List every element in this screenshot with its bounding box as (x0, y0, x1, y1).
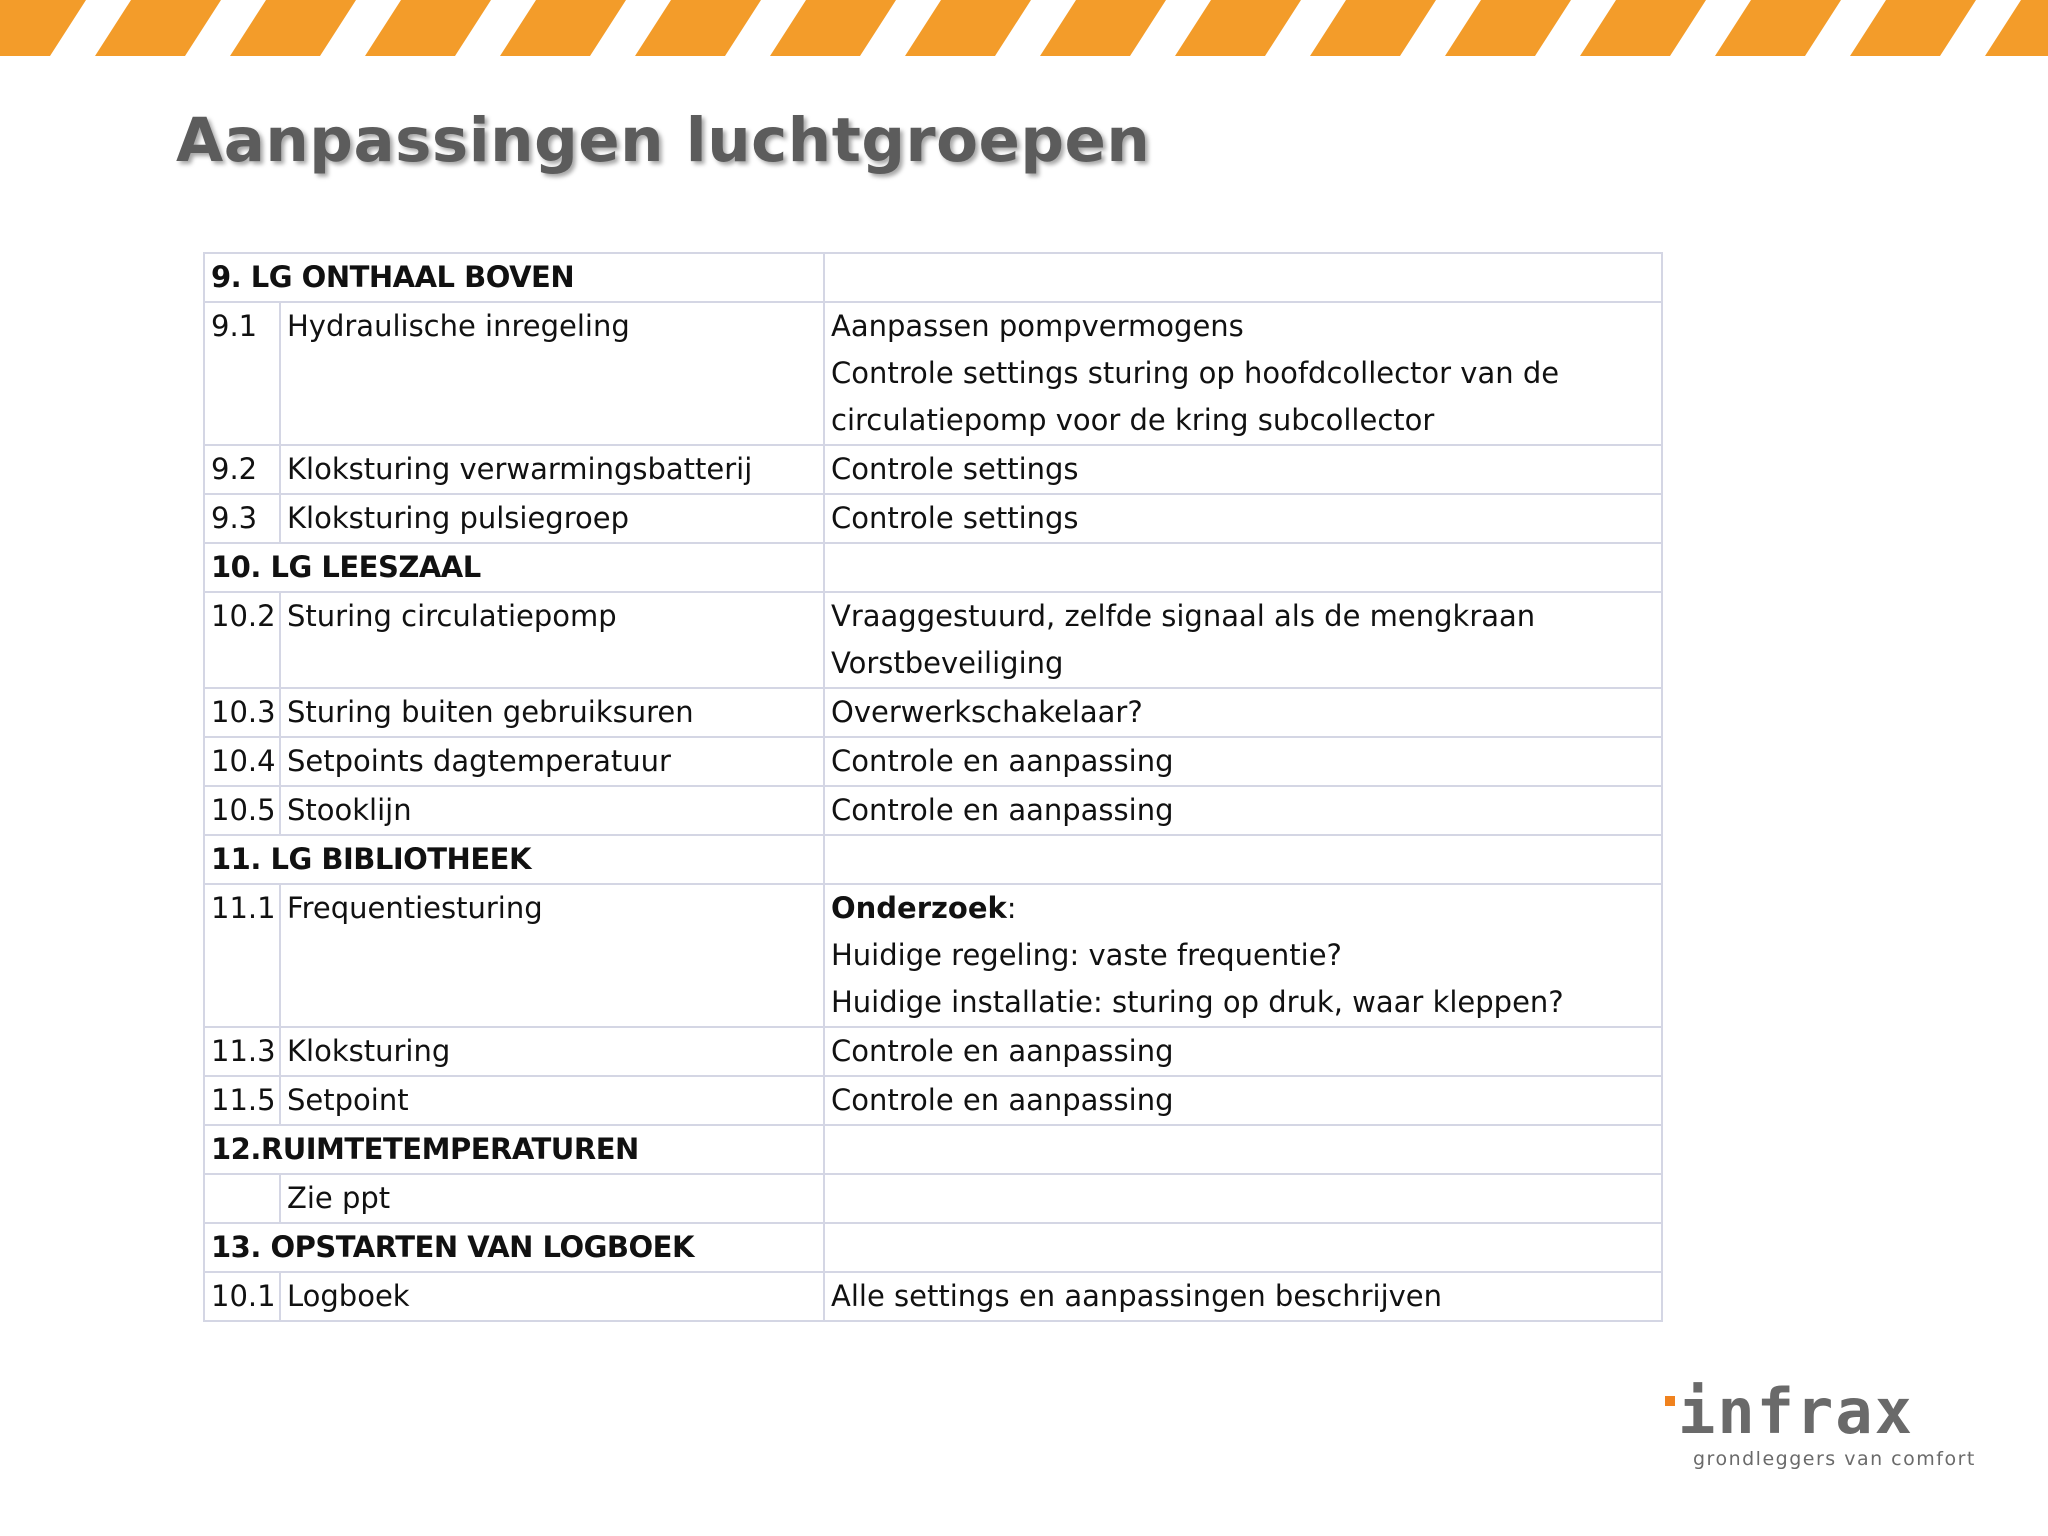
action-line: Controle en aanpassing (831, 1083, 1174, 1117)
hazard-stripe-banner (0, 0, 2048, 58)
table-row (204, 737, 1662, 786)
item-action (824, 1076, 1662, 1125)
item-action (824, 1027, 1662, 1076)
item-description: Setpoint (280, 1076, 824, 1125)
table-row (204, 688, 1662, 737)
action-line: Huidige regeling: vaste frequentie? (831, 938, 1342, 972)
action-line: Controle en aanpassing (831, 793, 1174, 827)
action-line: Vorstbeveiliging (831, 646, 1064, 680)
action-line: Controle settings (831, 501, 1079, 535)
stripe (1175, 0, 1301, 56)
item-description: Hydraulische inregeling (280, 302, 824, 445)
stripe (0, 0, 86, 56)
table-row (204, 786, 1662, 835)
action-line: Overwerkschakelaar? (831, 695, 1143, 729)
item-action (824, 445, 1662, 494)
table-row (204, 1076, 1662, 1125)
logo-wordmark: infrax (1678, 1375, 1914, 1448)
action-line (831, 885, 1655, 932)
adjustments-table (203, 252, 1663, 1322)
item-number: 10.5 (204, 786, 280, 835)
item-description: Zie ppt (280, 1174, 824, 1223)
action-emphasis: Onderzoek (831, 891, 1007, 925)
item-number: 10.1 (204, 1272, 280, 1321)
item-number: 10.2 (204, 592, 280, 688)
item-number: 9.3 (204, 494, 280, 543)
item-action (824, 1272, 1662, 1321)
item-action (824, 737, 1662, 786)
stripe (1985, 0, 2048, 56)
section-heading: 11. LG BIBLIOTHEEK (204, 835, 824, 884)
diagonal-stripes-graphic (0, 0, 2048, 58)
table-row (204, 445, 1662, 494)
action-line: Controle en aanpassing (831, 744, 1174, 778)
item-description: Kloksturing verwarmingsbatterij (280, 445, 824, 494)
section-heading-row (204, 1223, 1662, 1272)
table-row (204, 592, 1662, 688)
section-heading-row (204, 253, 1662, 302)
item-description: Kloksturing (280, 1027, 824, 1076)
section-heading: 12.RUIMTETEMPERATUREN (204, 1125, 824, 1174)
table-row (204, 1027, 1662, 1076)
item-action (824, 302, 1662, 445)
item-number: 9.1 (204, 302, 280, 445)
action-line: Controle en aanpassing (831, 1034, 1174, 1068)
item-number (204, 1174, 280, 1223)
action-line: Controle settings sturing op hoofdcollector van de (831, 356, 1560, 390)
item-action (824, 688, 1662, 737)
action-line: Vraaggestuurd, zelfde signaal als de mengkraan (831, 599, 1536, 633)
action-line: circulatiepomp voor de kring subcollector (831, 403, 1435, 437)
action-line: Alle settings en aanpassingen beschrijven (831, 1279, 1443, 1313)
item-number: 11.3 (204, 1027, 280, 1076)
table-row (204, 1174, 1662, 1223)
logo-tagline: grondleggers van comfort (1693, 1448, 1976, 1470)
item-number: 11.5 (204, 1076, 280, 1125)
adjustments-table-body (204, 253, 1662, 1321)
stripe (365, 0, 491, 56)
item-description: Setpoints dagtemperatuur (280, 737, 824, 786)
item-action (824, 884, 1662, 1027)
section-heading-row (204, 835, 1662, 884)
item-description: Frequentiesturing (280, 884, 824, 1027)
stripe (500, 0, 626, 56)
item-description: Logboek (280, 1272, 824, 1321)
item-description: Kloksturing pulsiegroep (280, 494, 824, 543)
stripe (770, 0, 896, 56)
stripe (1040, 0, 1166, 56)
stripe (230, 0, 356, 56)
item-action (824, 786, 1662, 835)
action-line: Aanpassen pompvermogens (831, 309, 1244, 343)
section-heading-row (204, 1125, 1662, 1174)
stripe (635, 0, 761, 56)
section-heading-empty-cell (824, 835, 1662, 884)
section-heading-empty-cell (824, 253, 1662, 302)
stripe (95, 0, 221, 56)
stripe (905, 0, 1031, 56)
item-action (824, 494, 1662, 543)
item-description: Sturing buiten gebruiksuren (280, 688, 824, 737)
table-row (204, 494, 1662, 543)
item-number: 10.3 (204, 688, 280, 737)
stripe (1715, 0, 1841, 56)
item-action (824, 1174, 1662, 1223)
action-line: Controle settings (831, 452, 1079, 486)
action-line (831, 1175, 1655, 1222)
infrax-logo (1664, 1375, 1984, 1480)
item-number: 11.1 (204, 884, 280, 1027)
section-heading-empty-cell (824, 1125, 1662, 1174)
item-number: 10.4 (204, 737, 280, 786)
stripe (1445, 0, 1571, 56)
section-heading: 13. OPSTARTEN VAN LOGBOEK (204, 1223, 824, 1272)
section-heading: 10. LG LEESZAAL (204, 543, 824, 592)
item-action (824, 592, 1662, 688)
item-description: Sturing circulatiepomp (280, 592, 824, 688)
slide-title: Aanpassingen luchtgroepen (176, 105, 1151, 176)
section-heading: 9. LG ONTHAAL BOVEN (204, 253, 824, 302)
action-line: Huidige installatie: sturing op druk, waar kleppen? (831, 985, 1564, 1019)
table-row (204, 302, 1662, 445)
section-heading-row (204, 543, 1662, 592)
item-number: 9.2 (204, 445, 280, 494)
stripe (1310, 0, 1436, 56)
stripe (1580, 0, 1706, 56)
table-row (204, 884, 1662, 1027)
item-description: Stooklijn (280, 786, 824, 835)
table-row (204, 1272, 1662, 1321)
section-heading-empty-cell (824, 1223, 1662, 1272)
action-emphasis-suffix: : (1006, 891, 1017, 925)
stripe (1850, 0, 1976, 56)
section-heading-empty-cell (824, 543, 1662, 592)
